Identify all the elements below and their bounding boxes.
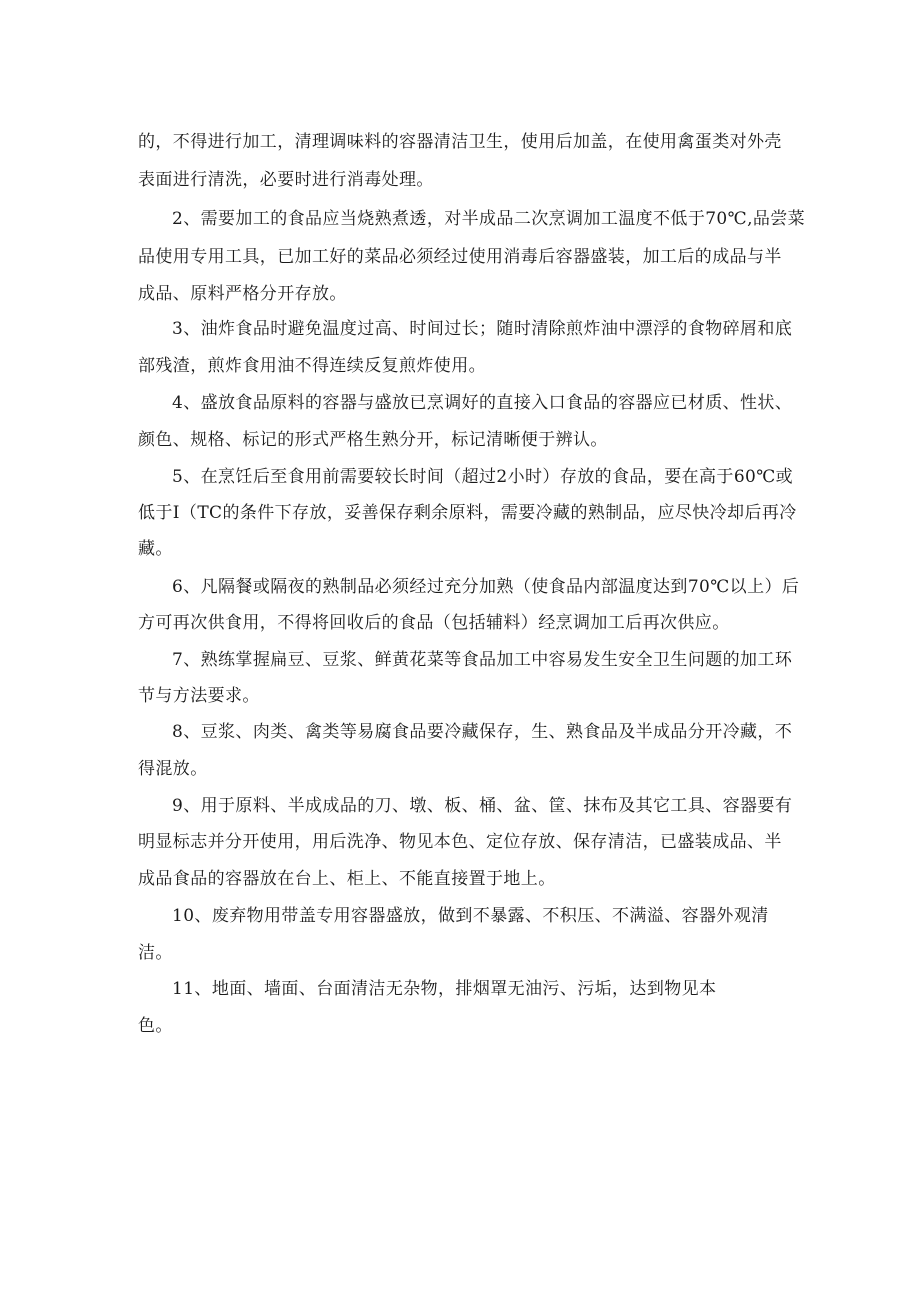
- text-line: 10、废弃物用带盖专用容器盛放，做到不暴露、不积压、不满溢、容器外观清: [172, 906, 769, 926]
- text-line: 6、凡隔餐或隔夜的熟制品必须经过充分加熟（使食品内部温度达到70℃以上）后: [172, 577, 800, 597]
- text-line: 色。: [138, 1016, 173, 1036]
- text-line: 2、需要加工的食品应当烧熟煮透，对半成品二次烹调加工温度不低于70℃,品尝菜: [172, 209, 806, 229]
- text-line: 的，不得进行加工，清理调味料的容器清洁卫生，使用后加盖，在使用禽蛋类对外壳: [138, 132, 782, 152]
- text-line: 藏。: [138, 539, 173, 559]
- text-line: 明显标志并分开使用，用后洗净、物见本色、定位存放、保存清洁，已盛装成品、半: [138, 832, 782, 852]
- text-line: 成品、原料严格分开存放。: [138, 284, 347, 304]
- text-line: 方可再次供食用，不得将回收后的食品（包括辅料）经烹调加工后再次供应。: [138, 613, 730, 633]
- text-line: 节与方法要求。: [138, 686, 260, 706]
- text-line: 9、用于原料、半成成品的刀、墩、板、桶、盆、筐、抹布及其它工具、容器要有: [172, 796, 793, 816]
- text-line: 7、熟练掌握扁豆、豆浆、鲜黄花菜等食品加工中容易发生安全卫生问题的加工环: [172, 650, 793, 670]
- text-line: 得混放。: [138, 759, 208, 779]
- text-line: 颜色、规格、标记的形式严格生熟分开，标记清晰便于辨认。: [138, 430, 608, 450]
- text-line: 品使用专用工具，已加工好的菜品必须经过使用消毒后容器盛装，加工后的成品与半: [138, 247, 782, 267]
- text-line: 3、油炸食品时避免温度过高、时间过长；随时清除煎炸油中漂浮的食物碎屑和底: [172, 319, 793, 339]
- text-line: 洁。: [138, 943, 173, 963]
- text-line: 表面进行清洗，必要时进行消毒处理。: [138, 170, 434, 190]
- text-line: 4、盛放食品原料的容器与盛放已烹调好的直接入口食品的容器应已材质、性状、: [172, 393, 793, 413]
- text-line: 8、豆浆、肉类、禽类等易腐食品要冷藏保存，生、熟食品及半成品分开冷藏，不: [172, 722, 793, 742]
- text-line: 11、地面、墙面、台面清洁无杂物，排烟罩无油污、污垢，达到物见本: [172, 979, 717, 999]
- text-line: 低于I（TC的条件下存放，妥善保存剩余原料，需要冷藏的熟制品，应尽快冷却后再冷: [138, 503, 797, 523]
- text-line: 部残渣，煎炸食用油不得连续反复煎炸使用。: [138, 356, 486, 376]
- text-line: 成品食品的容器放在台上、柜上、不能直接置于地上。: [138, 869, 556, 889]
- text-line: 5、在烹饪后至食用前需要较长时间（超过2小时）存放的食品，要在高于60℃或: [172, 467, 794, 487]
